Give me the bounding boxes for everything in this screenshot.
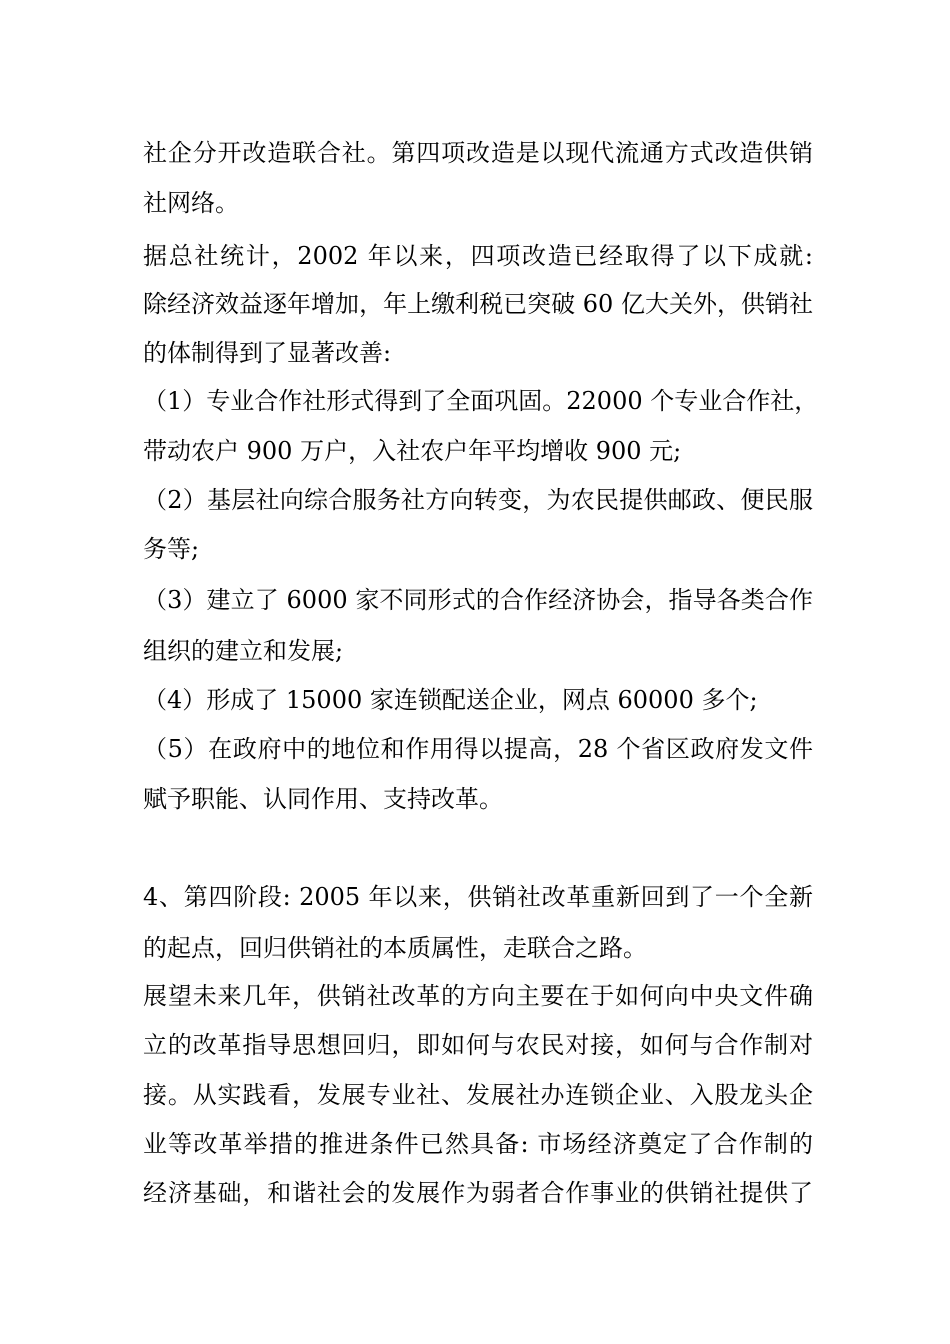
text-line-16: 的起点，回归供销社的本质属性，走联合之路。 <box>143 934 647 962</box>
text-line-13: （5）在政府中的地位和作用得以提高，28 个省区政府发文件 <box>143 735 813 763</box>
text-line-14: 赋予职能、认同作用、支持改革。 <box>143 785 503 813</box>
text-line-21: 经济基础，和谐社会的发展作为弱者合作事业的供销社提供了 <box>143 1179 813 1207</box>
text-line-6: （1）专业合作社形式得到了全面巩固。22000 个专业合作社， <box>143 387 819 415</box>
text-line-8: （2）基层社向综合服务社方向转变，为农民提供邮政、便民服 <box>143 486 813 514</box>
text-line-5: 的体制得到了显著改善: <box>143 339 392 367</box>
text-line-19: 接。从实践看，发展专业社、发展社办连锁企业、入股龙头企 <box>143 1081 813 1109</box>
text-line-4: 除经济效益逐年增加，年上缴利税已突破 60 亿大关外，供销社 <box>143 290 813 318</box>
text-line-15: 4、第四阶段: 2005 年以来，供销社改革重新回到了一个全新 <box>143 883 813 911</box>
text-line-1: 社企分开改造联合社。第四项改造是以现代流通方式改造供销 <box>143 139 813 167</box>
text-line-9: 务等; <box>143 535 200 563</box>
text-line-7: 带动农户 900 万户，入社农户年平均增收 900 元; <box>143 437 682 465</box>
text-line-10: （3）建立了 6000 家不同形式的合作经济协会，指导各类合作 <box>143 586 813 614</box>
text-line-12: （4）形成了 15000 家连锁配送企业，网点 60000 多个; <box>143 686 758 714</box>
text-line-11: 组织的建立和发展; <box>143 637 344 665</box>
text-line-17: 展望未来几年，供销社改革的方向主要在于如何向中央文件确 <box>143 982 813 1010</box>
text-line-20: 业等改革举措的推进条件已然具备: 市场经济奠定了合作制的 <box>143 1130 813 1158</box>
text-line-2: 社网络。 <box>143 189 239 217</box>
text-line-3: 据总社统计，2002 年以来，四项改造已经取得了以下成就: <box>143 242 813 270</box>
text-line-18: 立的改革指导思想回归，即如何与农民对接，如何与合作制对 <box>143 1031 813 1059</box>
